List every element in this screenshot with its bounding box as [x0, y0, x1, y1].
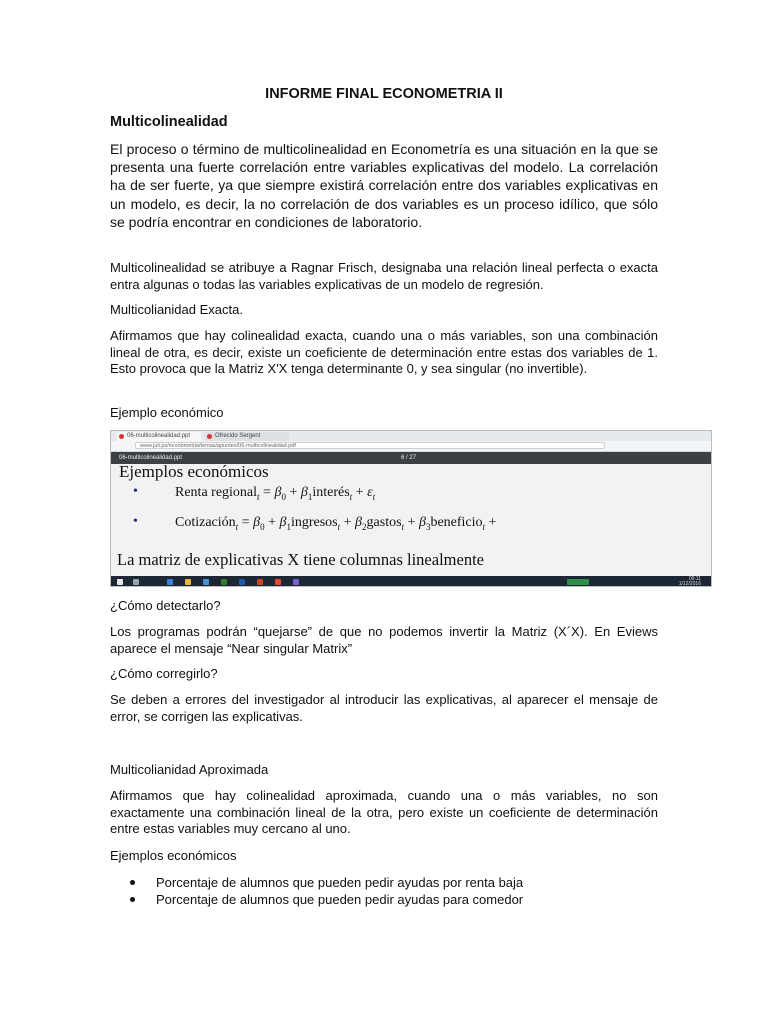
bullet-icon — [130, 897, 135, 902]
slide-content — [111, 464, 711, 576]
list-item-text: Porcentaje de alumnos que pueden pedir ayudas para comedor — [156, 892, 524, 907]
list-item — [130, 891, 523, 908]
pdf-file-name: 06-multicolinealidad.ppt — [119, 455, 183, 461]
eq1-var: interés — [312, 485, 350, 500]
powerpoint-icon — [257, 579, 263, 585]
url-field: www.juli.ps/econometria/temas/apuntes/06-multicolinealidad.pdf — [135, 442, 605, 449]
ejemplos-heading: Ejemplos económicos — [110, 848, 237, 863]
clock-date: 1/12/2016 — [678, 581, 701, 587]
ejemplo-heading: Ejemplo económico — [110, 405, 224, 420]
start-icon — [117, 579, 123, 585]
frisch-paragraph: Multicolinealidad se atribuye a Ragnar Frisch, designaba una relación lineal perfecta o exacta entra algunas o todas las variables explicativas de un modelo de regresión. — [110, 260, 658, 292]
eq1-lhs: Renta regional — [175, 485, 258, 500]
pdf-icon — [207, 434, 212, 439]
word-icon — [239, 579, 245, 585]
system-tray-icon — [567, 579, 589, 585]
pdf-icon — [119, 434, 124, 439]
exacta-paragraph: Afirmamos que hay colinealidad exacta, cuando una o más variables, son una combinación lineal de otra, es decir, existe un coeficiente de determinación entre estas dos variables de 1. Esto provoca que la Matriz X'X tenga determinante 0, y sea singular (no invertible). — [110, 328, 658, 377]
eq2-lhs: Cotización — [175, 515, 236, 530]
corregir-heading: ¿Cómo corregirlo? — [110, 666, 218, 681]
eq2-var2: gastos — [366, 515, 402, 530]
slide-bullet-icon: • — [133, 484, 138, 499]
list-item-text: Porcentaje de alumnos que pueden pedir ayudas por renta baja — [156, 875, 524, 890]
document-title: INFORME FINAL ECONOMETRIA II — [265, 86, 503, 102]
eq2-var1: ingresos — [290, 515, 338, 530]
taskbar-clock — [679, 577, 701, 587]
browser-tab-2 — [205, 432, 289, 441]
section-heading: Multicolinealidad — [110, 114, 228, 130]
search-icon — [133, 579, 139, 585]
slide-bottom-text: La matriz de explicativas X tiene columnas linealmente — [117, 550, 484, 569]
intro-paragraph: El proceso o término de multicolinealidad en Econometría es una situación en la que se presenta una fuerte correlación entre variables explicativas del modelo. La correlación ha de ser fuerte, ya que siempre existirá correlación entre dos variables explicativas en un modelo, es decir, la no correlación de dos variables es un proceso idílico, que sólo se podría encontrar en condiciones de laboratorio. — [110, 141, 658, 230]
edge-icon — [167, 579, 173, 585]
eq2-var3: beneficio — [430, 515, 483, 530]
list-item — [130, 874, 523, 891]
bullet-icon — [130, 880, 135, 885]
app-icon — [293, 579, 299, 585]
slide-bullet-icon: • — [133, 514, 138, 529]
detectar-heading: ¿Cómo detectarlo? — [110, 598, 221, 613]
clock-time: 09:11 — [688, 576, 701, 582]
exacta-heading: Multicolianidad Exacta. — [110, 302, 243, 317]
excel-icon — [221, 579, 227, 585]
tab2-label: Ofrecido Sergent — [215, 433, 261, 439]
store-icon — [203, 579, 209, 585]
equation-renta: Renta regional$_t$ = $\beta_0$ + $\beta_1interés_t + \varepsilon_t$ — [175, 485, 376, 502]
address-bar — [111, 441, 711, 452]
aprox-heading: Multicolianidad Aproximada — [110, 762, 269, 777]
tab1-label: 06-multicolinealidad.ppt — [127, 433, 191, 439]
embedded-screenshot — [110, 430, 712, 587]
equation-cotizacion: Cotización$_t$ = $\beta_0$ + $\beta_1ingresos_t$ + $\beta_2gastos_t$ + $\beta_3beneficio_t$ + — [175, 515, 497, 532]
folder-icon — [185, 579, 191, 585]
detectar-paragraph: Los programas podrán “quejarse” de que no podemos invertir la Matriz (X´X). En Eviews aparece el mensaje “Near singular Matrix” — [110, 624, 658, 656]
aprox-paragraph: Afirmamos que hay colinealidad aproximada, cuando una o más variables, no son exactamente una combinación lineal de la otra, pero existe un coeficiente de determinación entre estas variables muy cercano al uno. — [110, 788, 658, 837]
chrome-icon — [275, 579, 281, 585]
pdf-page-indicator: 6 / 27 — [401, 455, 417, 461]
examples-list — [130, 874, 523, 908]
slide-title: Ejemplos económicos — [119, 462, 269, 481]
windows-taskbar — [111, 576, 711, 587]
browser-tab-1 — [117, 432, 201, 441]
corregir-paragraph: Se deben a errores del investigador al introducir las explicativas, al aparecer el mensaje de error, se corrigen las explicativas. — [110, 692, 658, 724]
